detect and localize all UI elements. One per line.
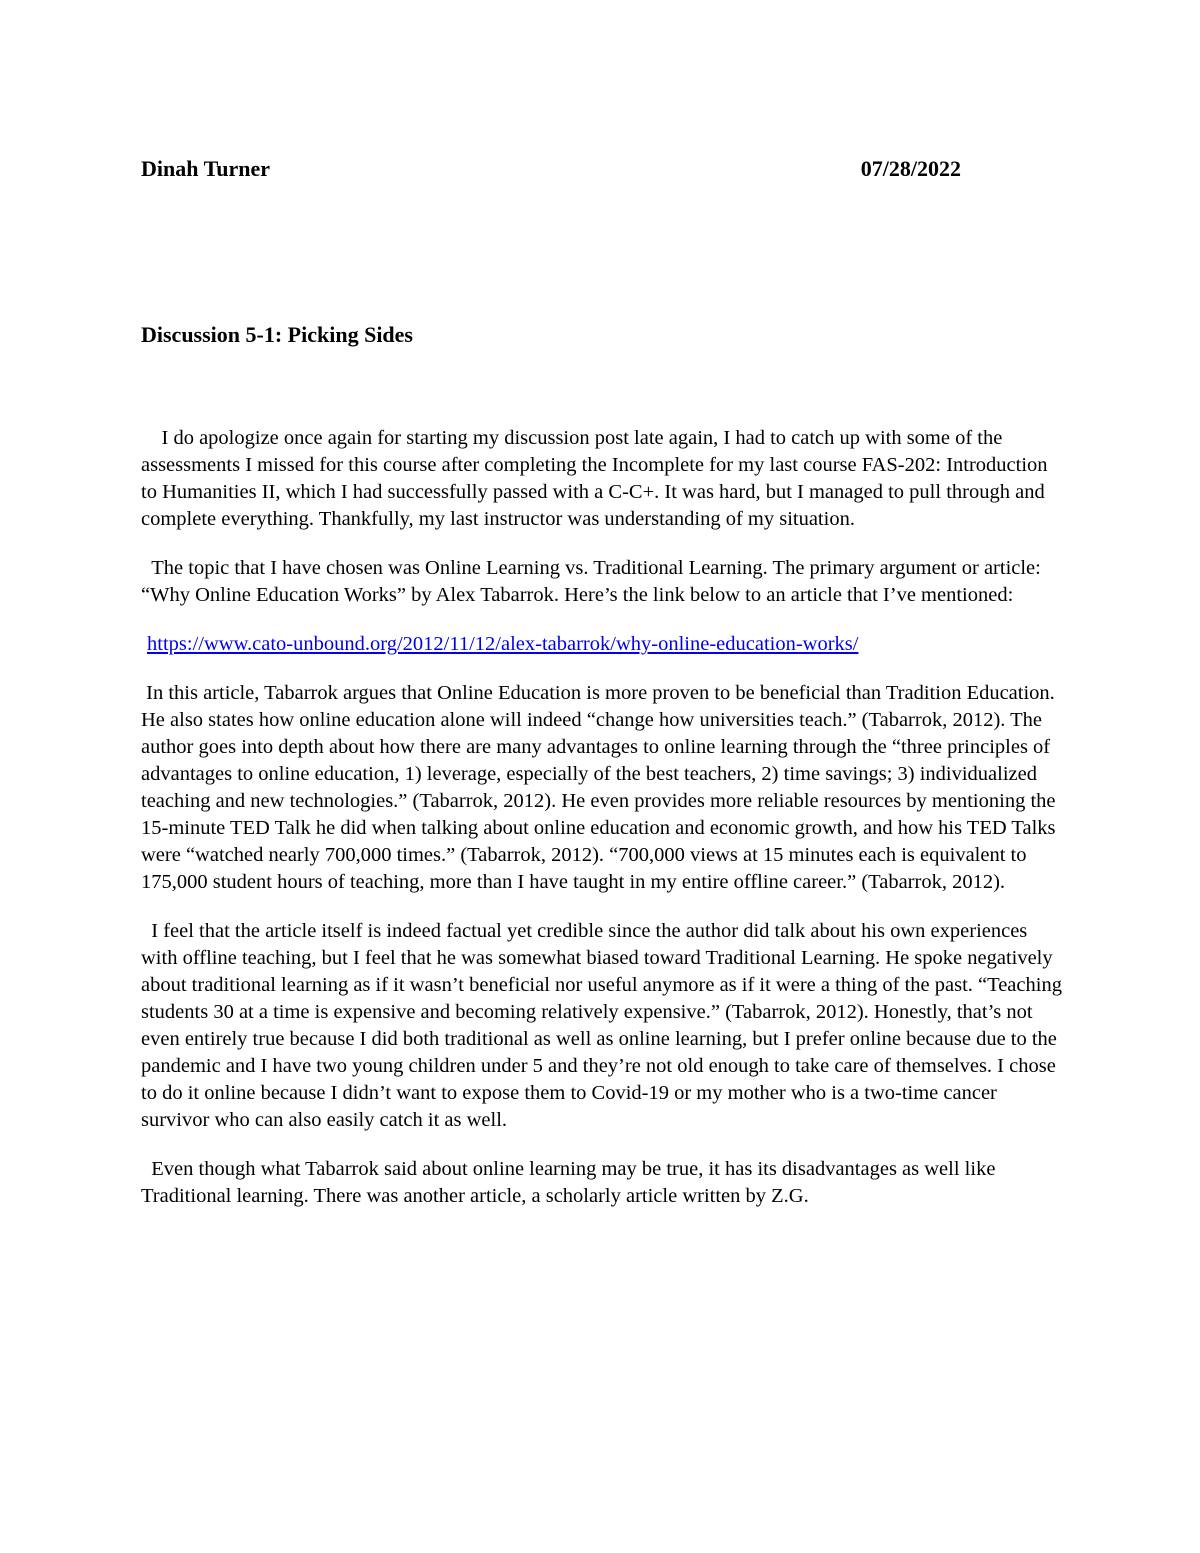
article-link[interactable]: https://www.cato-unbound.org/2012/11/12/alex-tabarrok/why-online-education-works/ — [147, 633, 859, 655]
paragraph-apology: I do apologize once again for starting my discussion post late again, I had to catch up with some of the assessments I missed for this course after completing the Incomplete for my last course FAS-202: Introduction to Humanities II, which I had successfully passed with a C-C+. It was hard, but I managed to pull through and complete everything. Thankfully, my last instructor was understanding of my situation. — [141, 427, 1053, 530]
page-title: Discussion 5-1: Picking Sides — [141, 322, 413, 347]
paragraph-opinion: I feel that the article itself is indeed factual yet credible since the author did talk about his own experiences with offline teaching, but I feel that he was somewhat biased toward Traditional Learning. He spoke negatively about traditional learning as if it wasn’t beneficial nor useful anymore as if it were a thing of the past. “Teaching students 30 at a time is expensive and becoming relatively expensive.” (Tabarrok, 2012). Honestly, that’s not even entirely true because I did both traditional as well as online learning, but I prefer online because due to the pandemic and I have two young children under 5 and they’re not old enough to take care of themselves. I chose to do it online because I didn’t want to expose them to Covid-19 or my mother who is a two-time cancer survivor who can also easily catch it as well. — [141, 920, 1068, 1131]
document-date: 07/28/2022 — [860, 156, 961, 181]
link-paragraph — [141, 631, 1066, 658]
document-header — [141, 156, 961, 188]
document-body — [141, 425, 1066, 1232]
paragraph-article-summary: In this article, Tabarrok argues that Online Education is more proven to be beneficial than Tradition Education. He also states how online education alone will indeed “change how universities teach.” (Tabarrok, 2012). The author goes into depth about how there are many advantages to online learning through the “three principles of advantages to online education, 1) leverage, especially of the best teachers, 2) time savings; 3) individualized teaching and new technologies.” (Tabarrok, 2012). He even provides more reliable resources by mentioning the 15-minute TED Talk he did when talking about online education and economic growth, and how his TED Talks were “watched nearly 700,000 times.” (Tabarrok, 2012). “700,000 views at 15 minutes each is equivalent to 175,000 student hours of teaching, more than I have taught in my entire offline career.” (Tabarrok, 2012). — [141, 682, 1061, 893]
author-name: Dinah Turner — [141, 156, 270, 181]
paragraph-disadvantages: Even though what Tabarrok said about online learning may be true, it has its disadvantages as well like Traditional learning. There was another article, a scholarly article written by Z.G. — [141, 1158, 1001, 1207]
paragraph-topic: The topic that I have chosen was Online Learning vs. Traditional Learning. The primary argument or article: “Why Online Education Works” by Alex Tabarrok. Here’s the link below to an article that I’ve mentioned: — [141, 557, 1046, 606]
